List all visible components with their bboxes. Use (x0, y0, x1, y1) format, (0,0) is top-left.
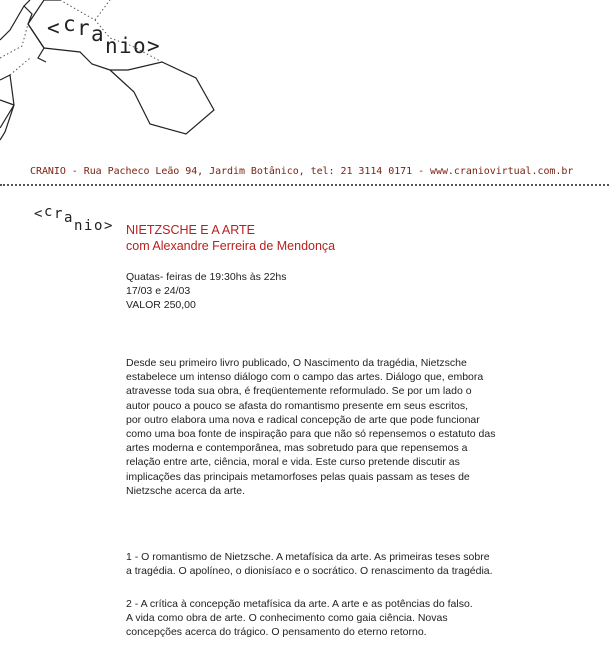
logo-char: < (34, 206, 43, 222)
description-line: artes moderna e contemporânea, mas sobretudo para que repensemos a (126, 442, 468, 455)
description-line: Nietzsche acerca da arte. (126, 484, 246, 497)
schedule-price: VALOR 250,00 (126, 299, 196, 311)
logo-char: < (47, 16, 60, 40)
logo-char: n (74, 218, 83, 234)
course-description (126, 356, 606, 498)
topic-line: 1 - O romantismo de Nietzsche. A metafísica da arte. As primeiras teses sobre (126, 551, 490, 563)
topic-1 (126, 550, 606, 578)
schedule-dates: 17/03 e 24/03 (126, 285, 191, 297)
logo-char: c (44, 204, 53, 220)
logo-char: a (91, 22, 104, 46)
logo-char: r (54, 206, 63, 222)
logo-char: n (105, 34, 118, 58)
description-line: por outro elabora uma nova e radical concepção de arte que pode funcionar (126, 413, 480, 426)
logo-char: c (63, 12, 76, 36)
topic-line: A vida como obra de arte. O conhecimento como gaia ciência. Novas (126, 612, 448, 625)
address-line: CRANIO - Rua Pacheco Leão 94, Jardim Botânico, tel: 21 3114 0171 - www.craniovirtual.com.br (30, 166, 574, 177)
topic-2 (126, 597, 606, 640)
topic-line: concepções acerca do trágico. O pensamento do eterno retorno. (126, 626, 427, 639)
schedule-days: Quatas- feiras de 19:30hs às 22hs (126, 271, 287, 283)
header-shapes-graphic (0, 0, 260, 150)
logo-char: o (133, 34, 146, 58)
course-title: NIETZSCHE E A ARTE (126, 223, 255, 237)
topic-line: a tragédia. O apolíneo, o dionisíaco e o socrático. O renascimento da tragédia. (126, 565, 493, 578)
description-line: autor pouco a pouco se afasta do romantismo presente em seus escritos, (126, 399, 469, 412)
logo-char: a (64, 210, 73, 226)
logo-char: > (104, 218, 113, 234)
dotted-divider (0, 184, 609, 186)
description-line: implicações das principais metamorfoses pelas quais passam as teses de (126, 470, 470, 483)
logo-char: > (147, 34, 160, 58)
description-line: Desde seu primeiro livro publicado, O Nascimento da tragédia, Nietzsche (126, 357, 467, 369)
description-line: relação entre arte, ciência, moral e vida. Este curso pretende discutir as (126, 456, 460, 469)
description-line: como uma boa fonte de inspiração para que não só repensemos o estatuto das (126, 428, 496, 441)
schedule-block (126, 270, 287, 312)
logo-char: r (77, 16, 90, 40)
course-instructor: com Alexandre Ferreira de Mendonça (126, 239, 336, 253)
description-line: atravesse toda sua obra, é freqüentemente reformulado. Se por um lado o (126, 385, 472, 398)
logo-char: i (84, 218, 93, 234)
description-line: estabelece um intenso diálogo com o campo das artes. Diálogo que, embora (126, 371, 484, 384)
logo-char: i (119, 34, 132, 58)
topic-line: 2 - A crítica à concepção metafísica da arte. A arte e as potências do falso. (126, 598, 473, 610)
logo-char: o (94, 218, 103, 234)
